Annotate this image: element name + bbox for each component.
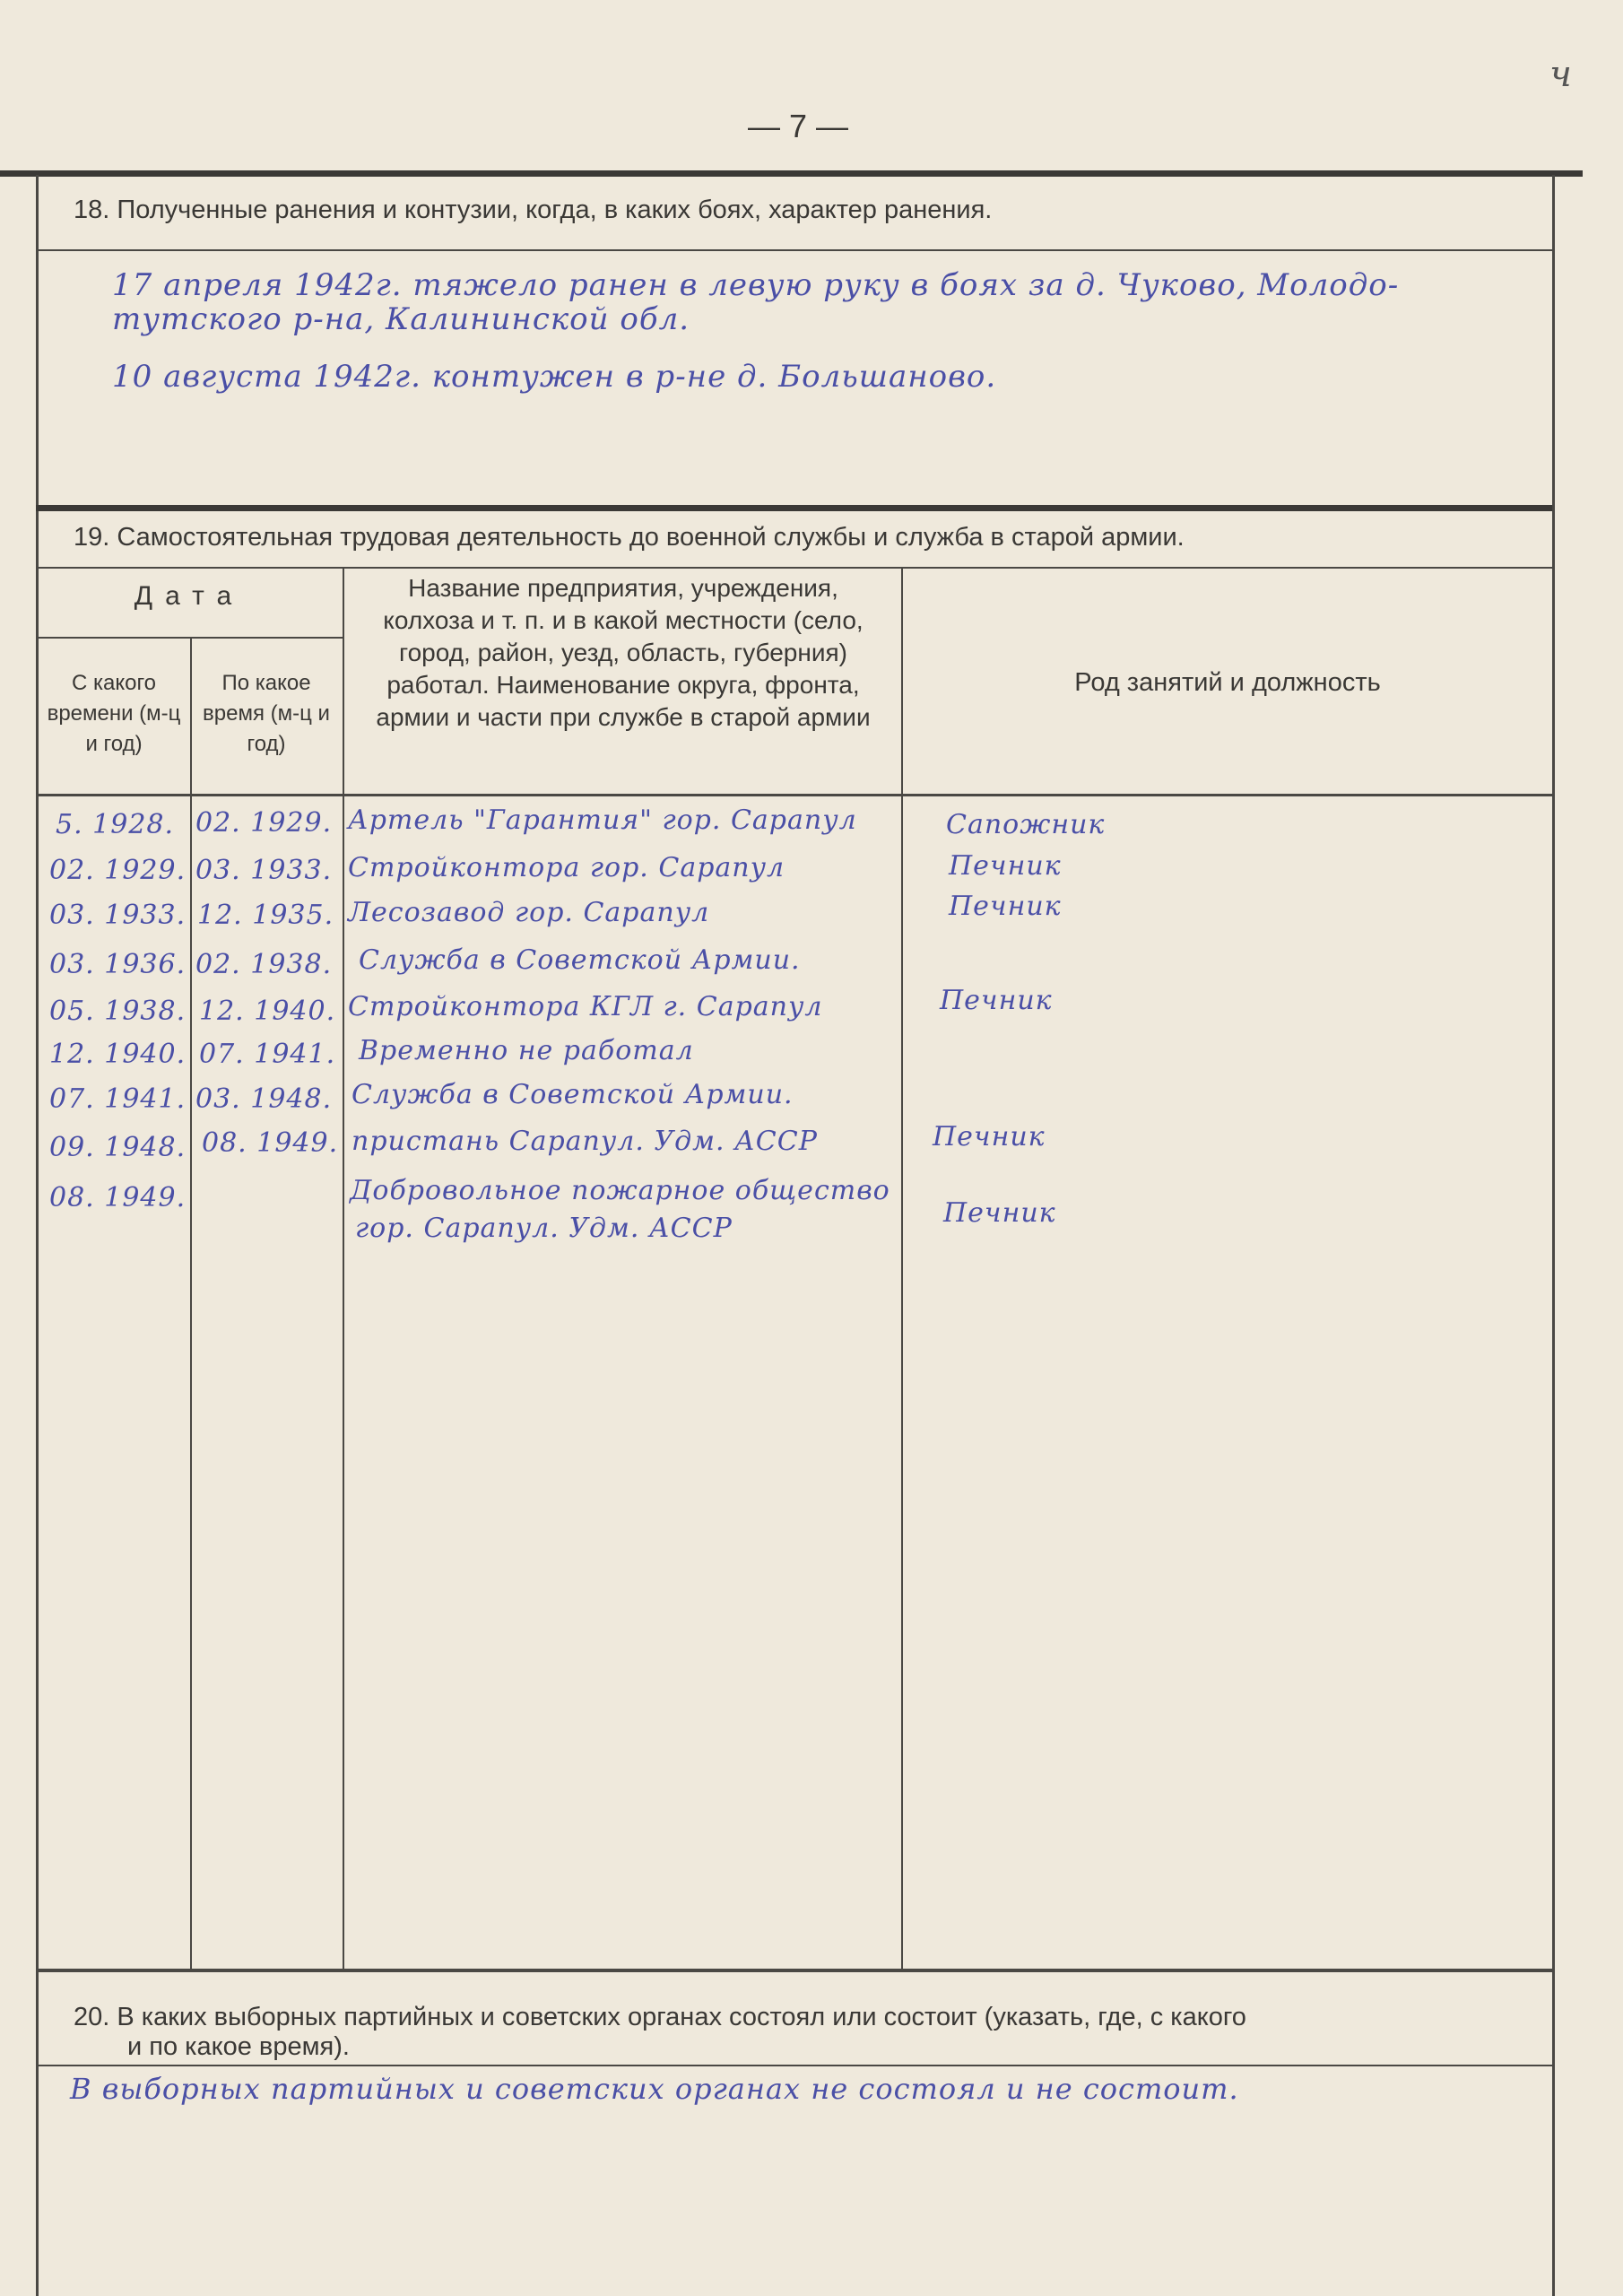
row-2-from: 02. 1929. [49, 855, 187, 886]
row-3-from: 03. 1933. [49, 900, 187, 931]
row-2-position: Печник [949, 850, 1062, 882]
section18-line-2: тутского р-на, Калининской обл. [112, 301, 690, 337]
row-7-to: 03. 1948. [195, 1083, 333, 1115]
row-9-org-line-2: гор. Сарапул. Удм. АССР [355, 1213, 733, 1244]
row-9-position: Печник [943, 1197, 1056, 1229]
section20-divider [36, 2065, 1552, 2066]
date-divider [36, 637, 343, 639]
section19-title: 19. Самостоятельная трудовая деятельность до военной службы и служба в старой армии. [74, 523, 1185, 552]
section18-line-3: 10 августа 1942г. контужен в р-не д. Большаново. [112, 359, 997, 395]
section19-title-divider [36, 567, 1552, 569]
row-1-position: Сапожник [946, 809, 1106, 840]
row-1-to: 02. 1929. [195, 807, 333, 839]
top-border [0, 170, 1583, 177]
table-header-divider [36, 794, 1552, 796]
page-number: — 7 — [747, 108, 849, 144]
row-2-org: Стройконтора гор. Сарапул [348, 852, 785, 883]
header-date: Дата [134, 581, 245, 611]
col-divider-2 [343, 569, 344, 1970]
row-6-from: 12. 1940. [49, 1039, 187, 1070]
row-3-to: 12. 1935. [197, 900, 334, 931]
row-9-org: Добровольное пожарное общество [350, 1175, 890, 1206]
section20-top-border [36, 1969, 1552, 1972]
row-8-to: 08. 1949. [202, 1127, 339, 1159]
corner-mark: ч [1549, 54, 1573, 95]
section18-divider [36, 249, 1552, 251]
row-5-from: 05. 1938. [49, 996, 187, 1027]
row-4-to: 02. 1938. [195, 949, 333, 980]
row-1-org: Артель "Гарантия" гор. Сарапул [348, 804, 857, 836]
row-4-org: Служба в Советской Армии. [359, 944, 801, 976]
row-7-from: 07. 1941. [49, 1083, 187, 1115]
row-5-position: Печник [940, 985, 1053, 1016]
row-2-to: 03. 1933. [195, 855, 333, 886]
section18-line-1: 17 апреля 1942г. тяжело ранен в левую руку в боях за д. Чуково, Молодо- [112, 267, 1400, 303]
row-8-org: пристань Сарапул. Удм. АССР [352, 1126, 818, 1157]
row-8-position: Печник [933, 1121, 1046, 1152]
right-border [1552, 175, 1555, 2296]
row-5-org: Стройконтора КГЛ г. Сарапул [348, 991, 823, 1022]
row-8-from: 09. 1948. [49, 1132, 187, 1163]
section20-title-line-2: и по какое время). [127, 2032, 350, 2061]
header-position: Род занятий и должность [1074, 668, 1381, 697]
row-9-from: 08. 1949. [49, 1182, 187, 1213]
row-5-to: 12. 1940. [199, 996, 336, 1027]
header-from: С какого времени (м-ц и год) [47, 671, 181, 756]
header-org: Название предприятия, учреждения, колхоза и т. п. и в какой местности (село, город, район, уезд, область, губерния) работал. Наименование округа, фронта, армии и части при службе в старой армии [376, 574, 871, 731]
section20-answer: В выборных партийных и советских органах не состоял и не состоит. [70, 2072, 1239, 2106]
left-border [36, 175, 39, 2296]
section19-top-border [36, 505, 1552, 511]
col-divider-3 [901, 569, 903, 1970]
section20-title-line-1: 20. В каких выборных партийных и советских органах состоял или состоит (указать, где, с какого [74, 2003, 1246, 2031]
row-6-to: 07. 1941. [199, 1039, 336, 1070]
section18-title: 18. Полученные ранения и контузии, когда, в каких боях, характер ранения. [74, 196, 993, 224]
row-7-org: Служба в Советской Армии. [352, 1079, 794, 1110]
row-6-org: Временно не работал [359, 1035, 694, 1066]
col-divider-1 [190, 639, 192, 1970]
header-to: По какое время (м-ц и год) [203, 671, 330, 756]
row-4-from: 03. 1936. [49, 949, 187, 980]
row-3-position: Печник [949, 891, 1062, 922]
row-3-org: Лесозавод гор. Сарапул [348, 897, 710, 928]
row-1-from: 5. 1928. [56, 809, 175, 840]
